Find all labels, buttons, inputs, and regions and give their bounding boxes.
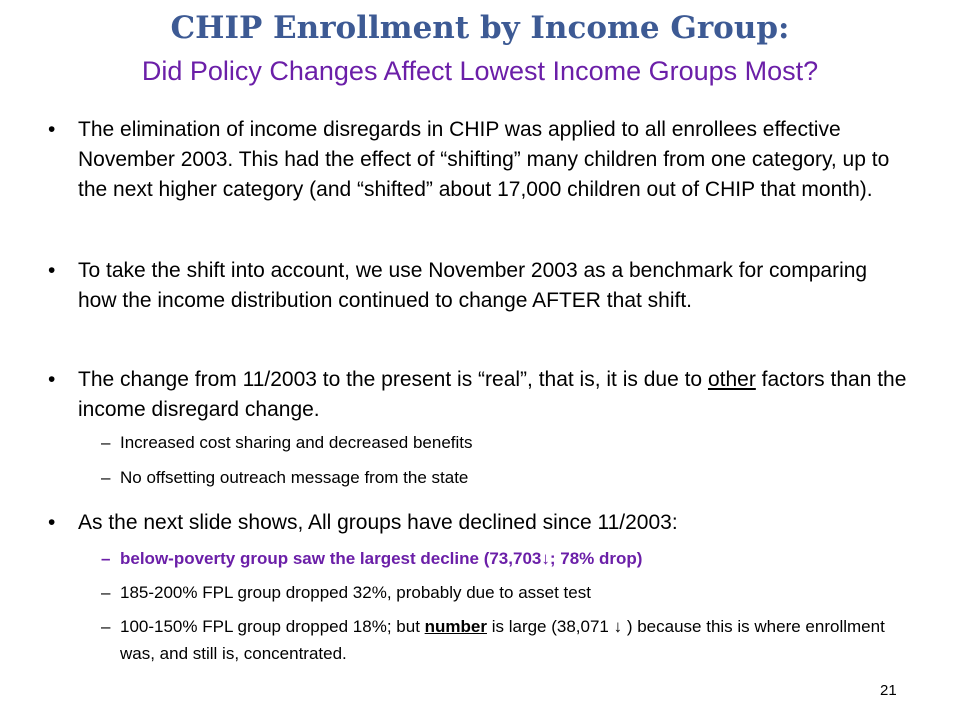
- sub-item-highlighted: [101, 545, 891, 572]
- bullet-marker: •: [48, 259, 56, 282]
- sub-item-text: No offsetting outreach message from the state: [120, 468, 469, 487]
- bullet-text: As the next slide shows, All groups have declined since 11/2003:: [78, 511, 678, 534]
- bullet-text: To take the shift into account, we use November 2003 as a benchmark for comparing how the income distribution continued to change AFTER that shift.: [78, 259, 868, 312]
- sub-text-part: 100-150% FPL group dropped 18%; but: [120, 617, 425, 636]
- down-arrow-icon: ↓: [541, 549, 550, 568]
- bullet-item-4: [48, 508, 908, 538]
- sub-item-text: [120, 545, 891, 572]
- sub-item: [101, 464, 891, 491]
- sub-text-part: ) because this is where enrollment was, and still is, concentrated.: [120, 617, 885, 663]
- sub-item: [101, 613, 891, 667]
- page-number: 21: [880, 682, 897, 699]
- bullet-item-2: [48, 256, 908, 316]
- sub-item: [101, 429, 891, 456]
- bullet-text: [78, 365, 908, 425]
- dash-marker: –: [101, 468, 111, 487]
- sub-item: [101, 579, 891, 606]
- slide-title: CHIP Enrollment by Income Group:: [170, 10, 790, 46]
- sub-item-text: 185-200% FPL group dropped 32%, probably due to asset test: [120, 583, 591, 602]
- bullet-marker: •: [48, 511, 56, 534]
- dash-marker: –: [101, 583, 111, 602]
- dash-marker: –: [101, 617, 111, 636]
- sub-item-text: [120, 613, 891, 667]
- bullet-item-1: [48, 115, 908, 205]
- sub-text-part: is large (38,071: [486, 617, 614, 636]
- sub-item-text: Increased cost sharing and decreased benefits: [120, 433, 473, 452]
- bullet-item-3: [48, 365, 908, 425]
- dash-marker: –: [101, 549, 111, 568]
- bullet-text-part: factors than the income disregard change.: [78, 368, 907, 421]
- bullet-marker: •: [48, 368, 56, 391]
- underlined-word: other: [707, 368, 756, 391]
- underlined-word: number: [424, 617, 487, 636]
- sub-text-part: below-poverty group saw the largest decline (73,703: [120, 549, 542, 568]
- sub-text-part: ; 78% drop): [549, 549, 643, 568]
- slide-subtitle: Did Policy Changes Affect Lowest Income Groups Most?: [141, 56, 819, 86]
- bullet-marker: •: [48, 118, 56, 141]
- bullet-text-part: The change from 11/2003 to the present is “real”, that is, it is due to: [78, 368, 708, 391]
- dash-marker: –: [101, 433, 111, 452]
- bullet-text: The elimination of income disregards in CHIP was applied to all enrollees effective November 2003. This had the effect of “shifting” many children from one category, up to the next higher category (and “shifted” about 17,000 children out of CHIP that month).: [78, 118, 890, 201]
- down-arrow-icon: ↓: [613, 617, 623, 636]
